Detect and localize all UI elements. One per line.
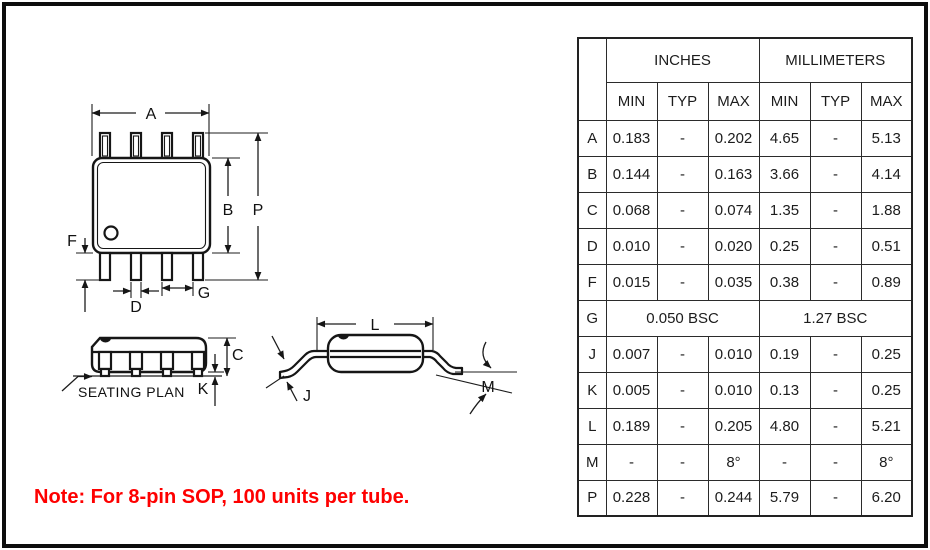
table-cell: 0.144 [606, 156, 657, 192]
row-label: C [578, 192, 606, 228]
table-cell: 0.202 [708, 120, 759, 156]
table-cell: 3.66 [759, 156, 810, 192]
table-cell: 5.21 [861, 408, 912, 444]
table-cell: 8° [861, 444, 912, 480]
table-cell: 0.035 [708, 264, 759, 300]
table-cell: - [657, 408, 708, 444]
top-pins [100, 133, 203, 159]
table-cell: - [657, 480, 708, 516]
col-header: TYP [810, 82, 861, 120]
row-label: G [578, 300, 606, 336]
table-row [578, 228, 912, 264]
table-row-bsc [578, 300, 912, 336]
corner-cell [578, 38, 606, 120]
table-cell: 0.19 [759, 336, 810, 372]
table-cell: - [810, 408, 861, 444]
dim-label-b: B [222, 202, 234, 219]
table-cell: 0.074 [708, 192, 759, 228]
table-cell: - [810, 480, 861, 516]
unit-header-row [578, 38, 912, 82]
table-cell: - [657, 156, 708, 192]
side-view-drawing [62, 338, 244, 406]
table-cell: 0.244 [708, 480, 759, 516]
table-cell: 0.25 [759, 228, 810, 264]
table-cell: 4.14 [861, 156, 912, 192]
table-cell: 6.20 [861, 480, 912, 516]
col-header: MAX [861, 82, 912, 120]
row-label: B [578, 156, 606, 192]
top-view-drawing [67, 104, 268, 316]
dim-label-p: P [252, 202, 264, 219]
table-row [578, 156, 912, 192]
table-row [578, 444, 912, 480]
row-label: M [578, 444, 606, 480]
table-cell: 0.010 [708, 336, 759, 372]
pin1-indicator [105, 227, 118, 240]
table-cell: 0.015 [606, 264, 657, 300]
col-header: TYP [657, 82, 708, 120]
table-cell: 0.25 [861, 336, 912, 372]
dim-label-c: C [232, 347, 244, 364]
row-label: F [578, 264, 606, 300]
table-cell: - [759, 444, 810, 480]
inches-header: INCHES [606, 38, 759, 82]
table-cell: 0.010 [708, 372, 759, 408]
row-label: K [578, 372, 606, 408]
table-row [578, 372, 912, 408]
table-cell: 0.38 [759, 264, 810, 300]
seating-plan-label: SEATING PLAN [78, 384, 185, 400]
table-cell: 5.13 [861, 120, 912, 156]
table-cell: 8° [708, 444, 759, 480]
table-cell-bsc-inches: 0.050 BSC [606, 300, 759, 336]
table-cell: 1.35 [759, 192, 810, 228]
table-row [578, 264, 912, 300]
row-label: J [578, 336, 606, 372]
table-cell: - [810, 264, 861, 300]
package-body-end-view [328, 335, 423, 372]
dim-label-g: G [197, 285, 211, 302]
table-cell: 0.228 [606, 480, 657, 516]
table-cell: 0.25 [861, 372, 912, 408]
col-header: MIN [606, 82, 657, 120]
millimeters-header: MILLIMETERS [759, 38, 912, 82]
table-row [578, 336, 912, 372]
table-cell: - [810, 156, 861, 192]
table-cell: 0.007 [606, 336, 657, 372]
table-cell: - [810, 444, 861, 480]
table-cell: - [657, 228, 708, 264]
col-header: MIN [759, 82, 810, 120]
dim-label-j: J [303, 388, 311, 405]
table-row [578, 408, 912, 444]
table-cell: - [810, 336, 861, 372]
table-cell: 0.205 [708, 408, 759, 444]
table-cell: 0.13 [759, 372, 810, 408]
table-cell: - [657, 336, 708, 372]
table-row [578, 192, 912, 228]
table-row [578, 120, 912, 156]
table-cell: 0.51 [861, 228, 912, 264]
right-lead [423, 351, 462, 374]
table-cell: - [657, 192, 708, 228]
table-cell: 4.65 [759, 120, 810, 156]
bottom-pins [100, 253, 203, 280]
row-label: D [578, 228, 606, 264]
table-cell: 5.79 [759, 480, 810, 516]
table-cell: - [657, 120, 708, 156]
dimensions-table [577, 37, 913, 517]
dim-label-m: M [481, 379, 495, 396]
note-text: Note: For 8-pin SOP, 100 units per tube. [34, 486, 410, 508]
row-label: P [578, 480, 606, 516]
table-cell: 0.163 [708, 156, 759, 192]
package-body-top-view [93, 158, 210, 253]
table-cell: 0.005 [606, 372, 657, 408]
dim-label-k: K [197, 381, 209, 398]
table-cell: - [810, 120, 861, 156]
end-view-drawing [266, 317, 517, 414]
table-cell: - [657, 264, 708, 300]
row-label: L [578, 408, 606, 444]
dim-label-l: L [370, 317, 380, 334]
table-cell: - [810, 228, 861, 264]
dim-label-f: F [67, 233, 77, 250]
table-cell-bsc-mm: 1.27 BSC [759, 300, 912, 336]
table-cell: 0.183 [606, 120, 657, 156]
table-cell: 1.88 [861, 192, 912, 228]
table-cell: - [606, 444, 657, 480]
minmax-header-row [578, 82, 912, 120]
table-cell: 4.80 [759, 408, 810, 444]
dim-label-d: D [130, 299, 142, 316]
col-header: MAX [708, 82, 759, 120]
table-cell: 0.020 [708, 228, 759, 264]
table-cell: 0.068 [606, 192, 657, 228]
table-cell: 0.89 [861, 264, 912, 300]
table-cell: - [810, 372, 861, 408]
table-cell: - [810, 192, 861, 228]
left-lead [280, 351, 328, 378]
table-cell: - [657, 372, 708, 408]
row-label: A [578, 120, 606, 156]
table-cell: 0.010 [606, 228, 657, 264]
table-cell: 0.189 [606, 408, 657, 444]
dim-label-a: A [145, 106, 157, 123]
table-cell: - [657, 444, 708, 480]
table-row [578, 480, 912, 516]
